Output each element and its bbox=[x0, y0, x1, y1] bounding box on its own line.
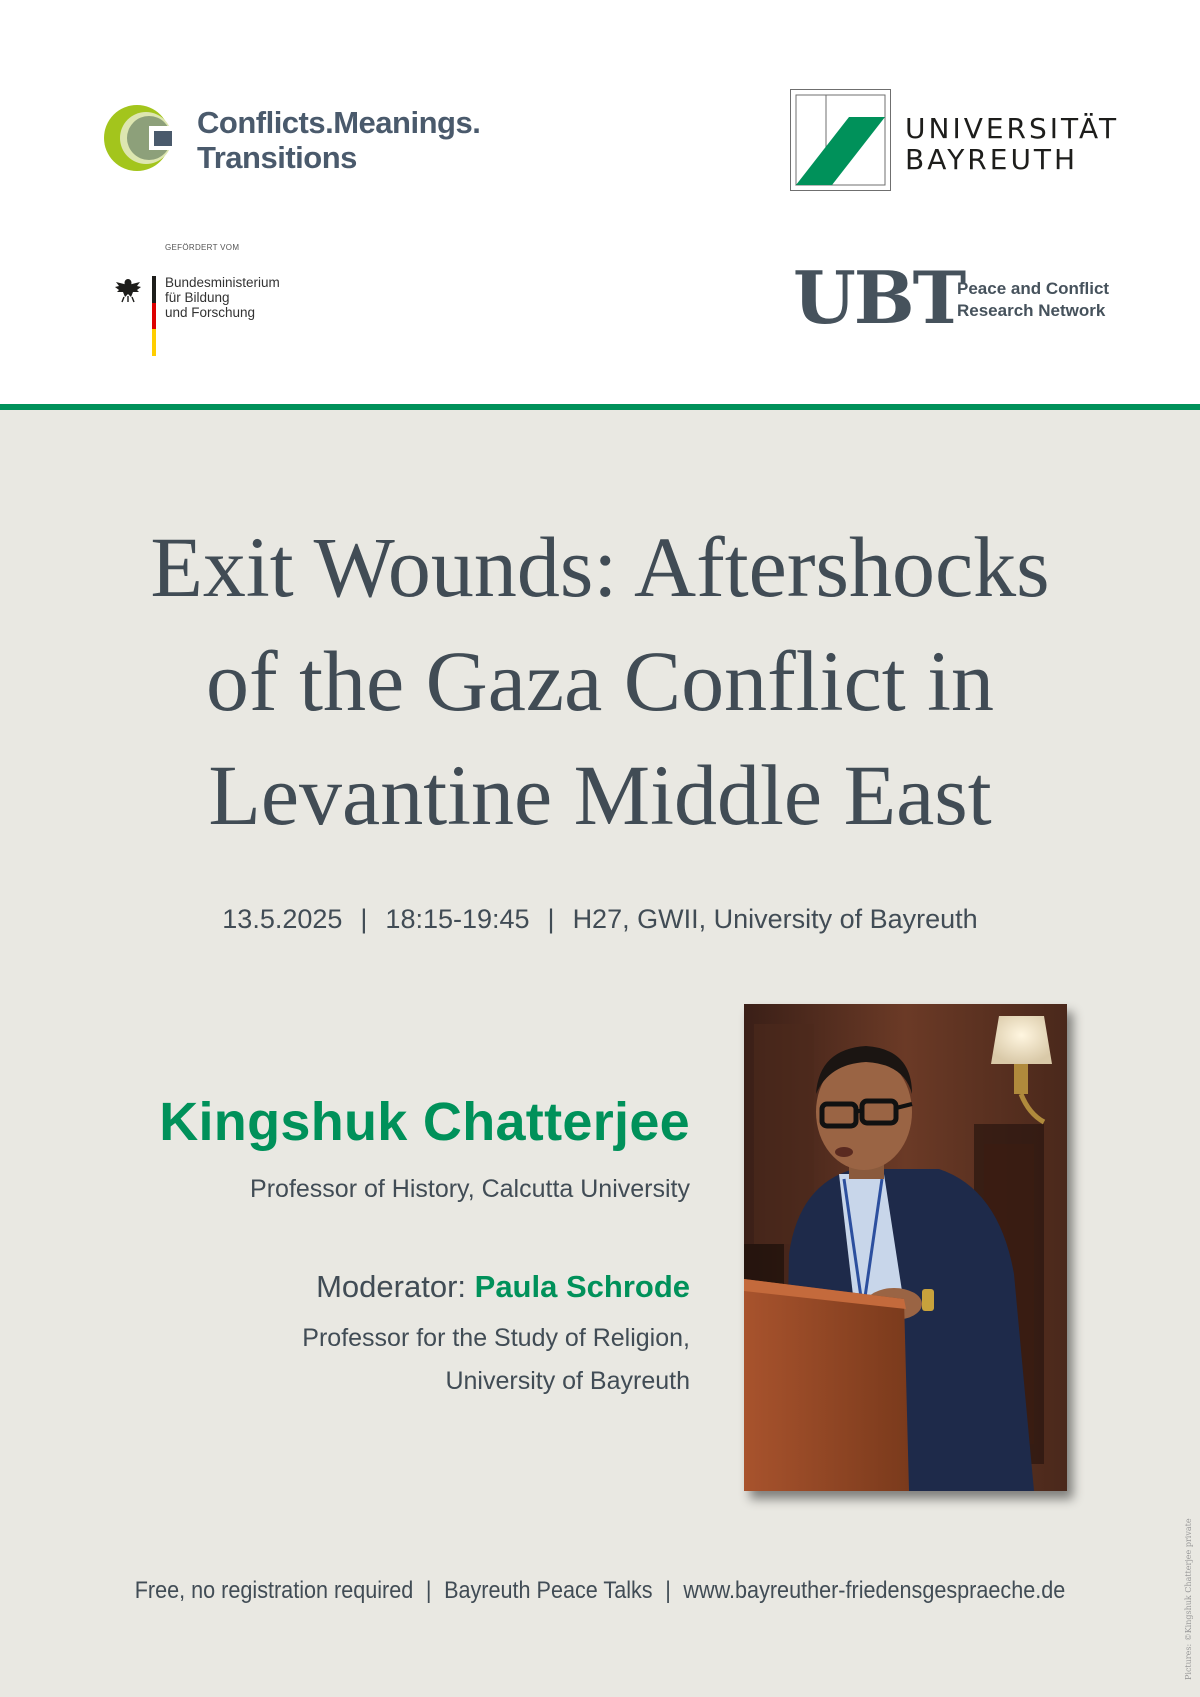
speaker-photo-illustration bbox=[744, 1004, 1067, 1491]
eagle-icon bbox=[113, 274, 143, 304]
details-separator: | bbox=[360, 904, 368, 934]
ubt-line1: Peace and Conflict bbox=[957, 279, 1110, 298]
event-date: 13.5.2025 bbox=[222, 904, 343, 934]
moderator-role-line2: University of Bayreuth bbox=[445, 1367, 690, 1395]
moderator-label: Moderator: bbox=[316, 1269, 467, 1304]
speaker-role: Professor of History, Calcutta University bbox=[250, 1175, 690, 1203]
ministry-line3: und Forschung bbox=[165, 305, 256, 320]
poster-header bbox=[0, 0, 1200, 404]
speaker-photo bbox=[744, 1004, 1067, 1491]
university-bayreuth-logo bbox=[790, 89, 1120, 191]
moderator-role bbox=[0, 1317, 690, 1403]
event-title bbox=[0, 510, 1200, 852]
university-name-line1: UNIVERSITÄT bbox=[905, 112, 1120, 145]
title-line2: of the Gaza Conflict in bbox=[205, 633, 995, 729]
footer-separator: | bbox=[425, 1577, 432, 1604]
title-line3: Levantine Middle East bbox=[208, 747, 992, 843]
funding-label: GEFÖRDERT VOM bbox=[165, 243, 240, 252]
photo-credit: Pictures: ©Kingshuk Chatterjee private bbox=[1184, 1518, 1193, 1680]
ubt-logo bbox=[793, 255, 1123, 342]
bmbf-logo bbox=[113, 274, 293, 358]
ministry-line2: für Bildung bbox=[165, 290, 230, 305]
footer-separator: | bbox=[665, 1577, 671, 1604]
cmt-logo-line2: Transitions bbox=[197, 140, 357, 175]
event-time: 18:15-19:45 bbox=[385, 904, 530, 934]
cmt-logo-icon bbox=[103, 103, 181, 173]
ubt-line2: Research Network bbox=[957, 301, 1106, 320]
cmt-logo-line1: Conflicts.Meanings. bbox=[197, 105, 481, 140]
moderator-name: Paula Schrode bbox=[474, 1269, 690, 1304]
ubt-mark: UBT bbox=[793, 255, 965, 340]
title-line1: Exit Wounds: Aftershocks bbox=[150, 519, 1050, 615]
footer-admission: Free, no registration required bbox=[134, 1577, 414, 1604]
event-details bbox=[0, 904, 1200, 935]
moderator bbox=[0, 1269, 690, 1305]
university-name-line2: BAYREUTH bbox=[905, 143, 1079, 176]
footer-website-link[interactable]: www.bayreuther-friedensgespraeche.de bbox=[683, 1577, 1066, 1604]
ministry-line1: Bundesministerium bbox=[165, 275, 280, 290]
cmt-logo bbox=[103, 103, 481, 175]
footer-series: Bayreuth Peace Talks bbox=[444, 1577, 653, 1604]
german-flag-bar bbox=[152, 276, 156, 356]
poster-footer bbox=[60, 1577, 1140, 1605]
university-logo-mark bbox=[790, 89, 891, 191]
event-location: H27, GWII, University of Bayreuth bbox=[572, 904, 978, 934]
speaker-name: Kingshuk Chatterjee bbox=[159, 1092, 690, 1152]
details-separator: | bbox=[547, 904, 555, 934]
moderator-role-line1: Professor for the Study of Religion, bbox=[302, 1324, 690, 1352]
